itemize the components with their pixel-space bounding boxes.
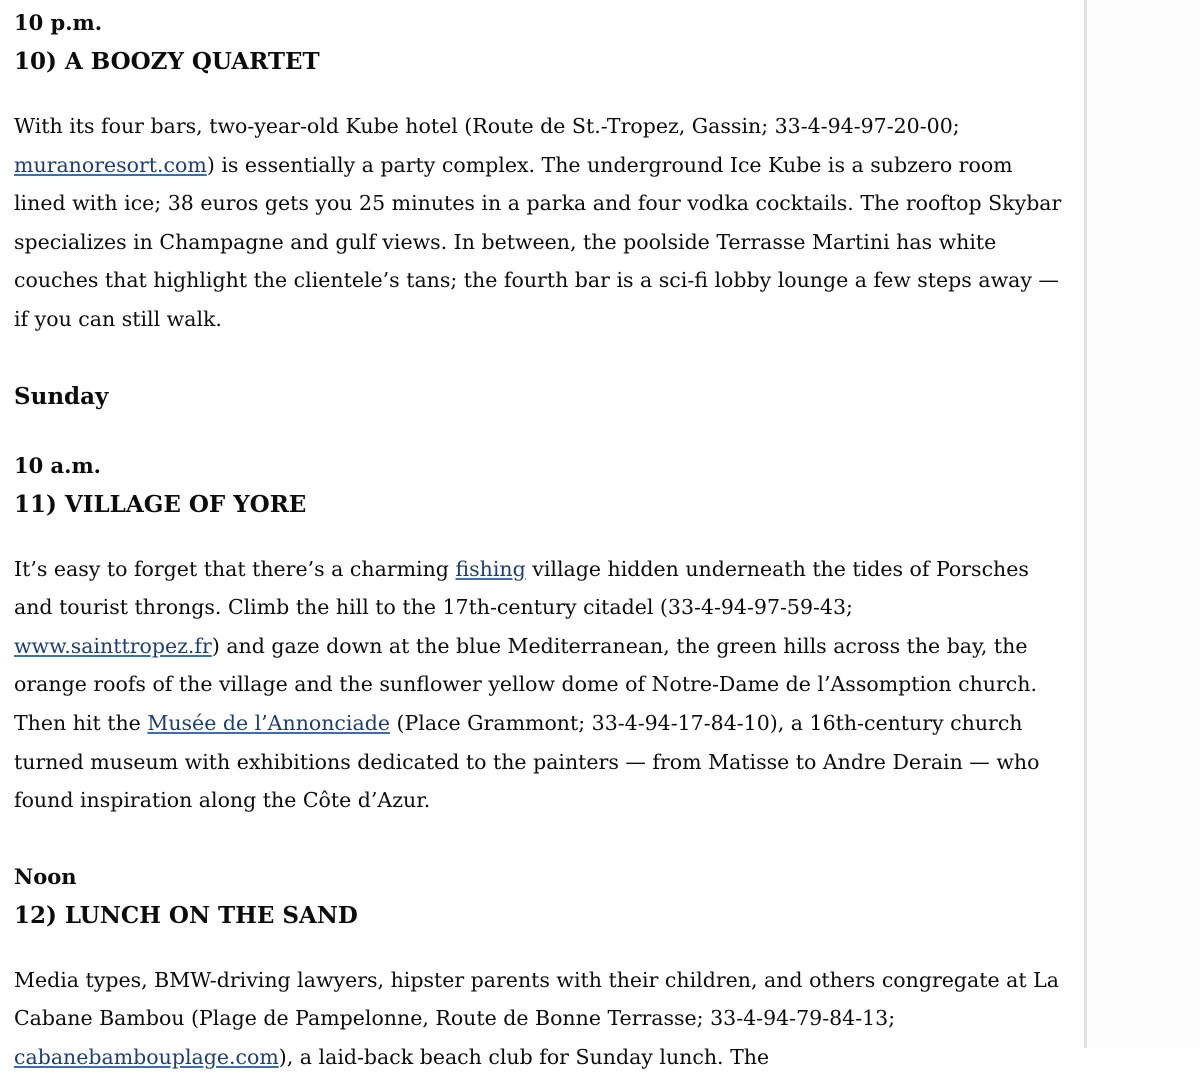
paragraph-text: village hidden underneath the tides of Porsches and tourist throngs. Climb the hill to the 17th-century citadel (33-4-94-97-59-43; (14, 556, 1029, 620)
stop-headline-10: 10) A BOOZY QUARTET (14, 48, 320, 75)
day-heading-sunday: Sunday (14, 382, 109, 410)
paragraph-text: ) is essentially a party complex. The underground Ice Kube is a subzero room lined with ice; 38 euros gets you 25 minutes in a parka and four vodka cocktails. The rooftop Skybar specializes in Champagne and gulf views. In between, the poolside Terrasse Martini has white couches that highlight the clientele’s tans; the fourth bar is a sci-fi lobby lounge a few steps away — if you can still walk. (14, 152, 1062, 331)
stop-headline-12: 12) LUNCH ON THE SAND (14, 901, 358, 929)
right-gutter (1087, 0, 1200, 1048)
inline-link[interactable]: www.sainttropez.fr (14, 633, 212, 658)
paragraph-boozy-quartet (14, 107, 1064, 339)
paragraph-text: (Place Grammont; 33-4-94-17-84-10), a 16th-century church turned museum with exhibitions dedicated to the painters — from Matisse to Andre Derain — who found inspiration along the Côte d’Azur. (14, 710, 1040, 813)
paragraph-lunch-on-sand (14, 961, 1064, 1077)
inline-link[interactable]: fishing (455, 556, 526, 581)
time-kicker-noon: Noon (14, 863, 77, 889)
inline-link[interactable]: muranoresort.com (14, 152, 207, 177)
paragraph-village-of-yore (14, 550, 1064, 820)
time-kicker-10am: 10 a.m. (14, 452, 101, 478)
inline-link[interactable]: cabanebambouplage.com (14, 1044, 279, 1069)
paragraph-text: Media types, BMW-driving lawyers, hipster parents with their children, and others congregate at La Cabane Bambou (Plage de Pampelonne, Route de Bonne Terrasse; 33-4-94-79-84-13; (14, 967, 1059, 1031)
paragraph-text: ) and gaze down at the blue Mediterranean, the green hills across the bay, the orange roofs of the village and the sunflower yellow dome of Notre-Dame de l’Assomption church. Then hit the (14, 633, 1037, 735)
stop-headline-11: 11) VILLAGE OF YORE (14, 490, 307, 518)
inline-link[interactable]: Musée de l’Annonciade (147, 710, 390, 735)
paragraph-text: With its four bars, two-year-old Kube hotel (Route de St.-Tropez, Gassin; 33-4-94-97-20-00; (14, 114, 960, 138)
paragraph-text: It’s easy to forget that there’s a charming (14, 556, 456, 581)
time-kicker-10pm: 10 p.m. (14, 10, 103, 35)
paragraph-text: ), a laid-back beach club for Sunday lunch. The (278, 1044, 770, 1069)
